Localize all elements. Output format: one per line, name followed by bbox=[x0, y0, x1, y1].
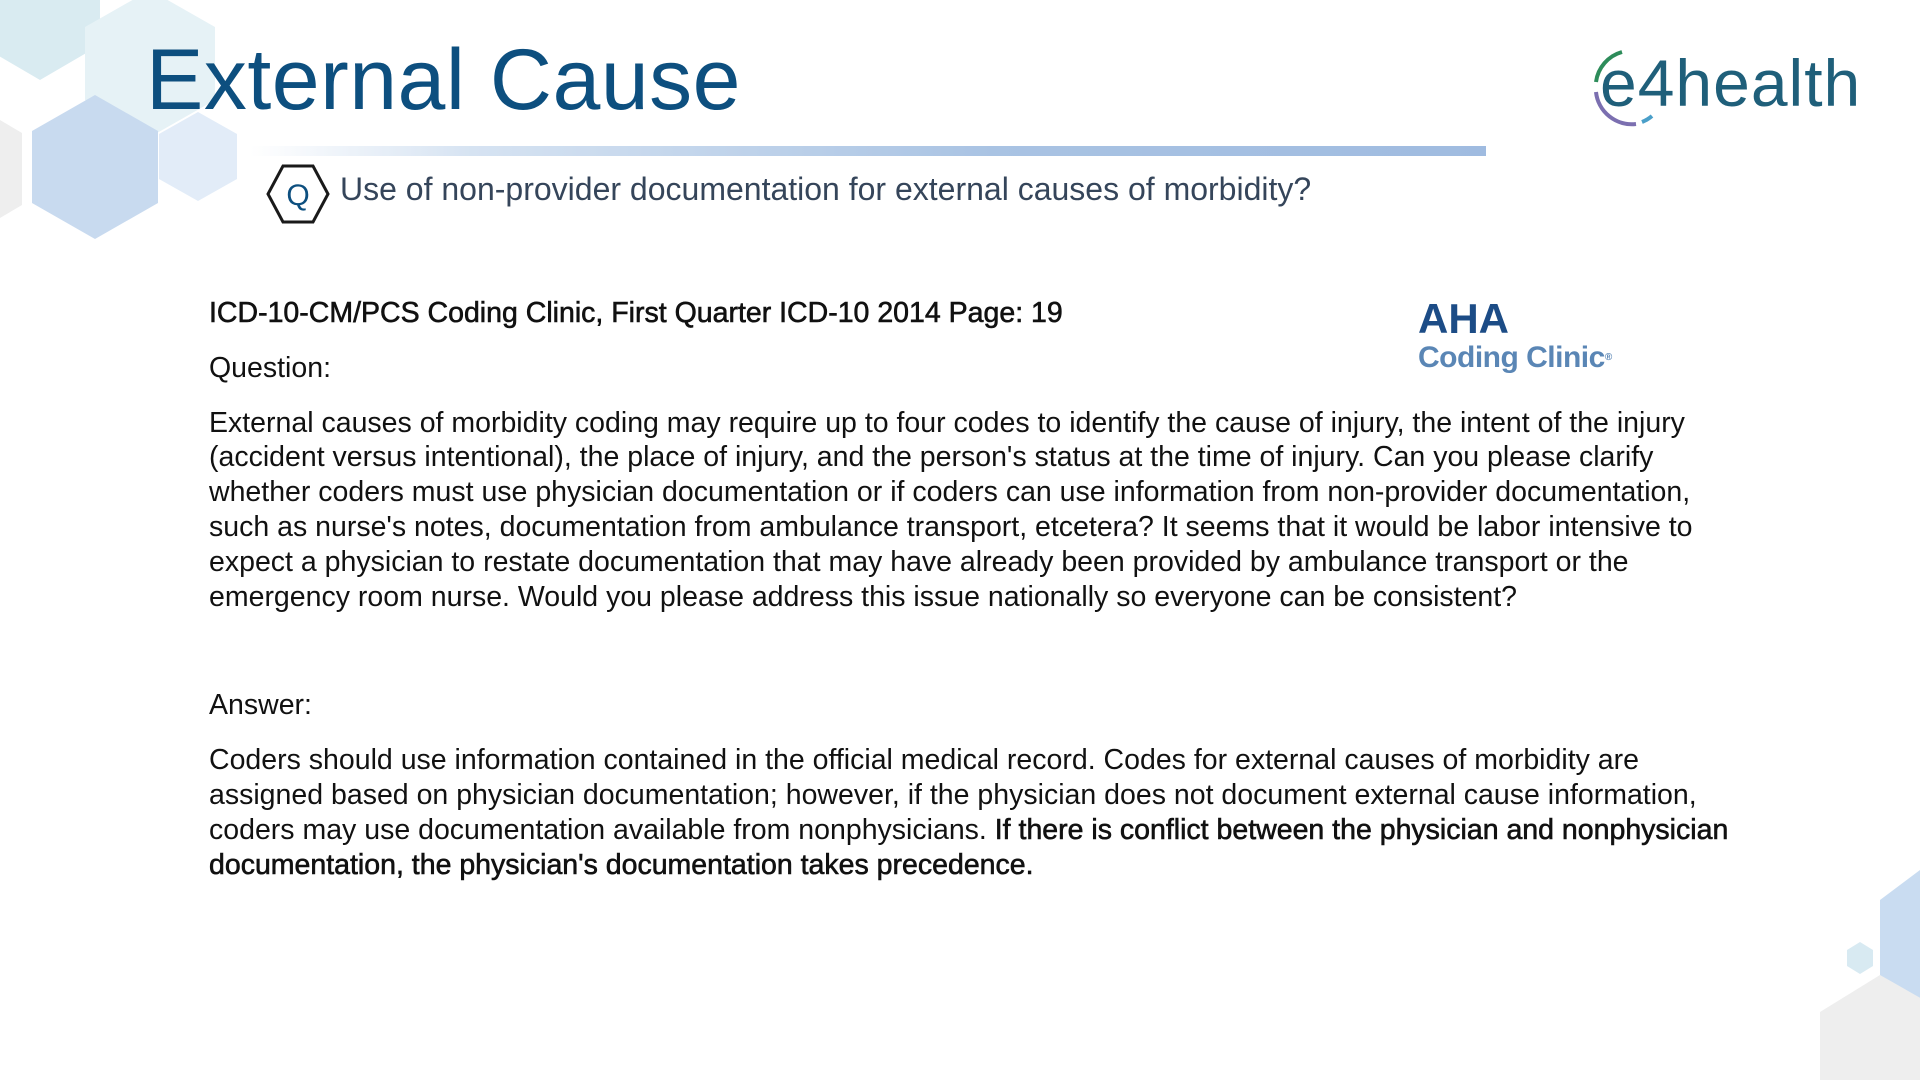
aha-logo-line1: AHA bbox=[1418, 295, 1509, 342]
question-hexagon-icon bbox=[266, 163, 330, 225]
answer-emphasis: If there is conflict between the physician and nonphysician documentation, the physician's documentation takes precedence. bbox=[209, 813, 1729, 881]
hexagon-shape bbox=[0, 120, 22, 218]
source-citation: ICD-10-CM/PCS Coding Clinic, First Quarter ICD-10 2014 Page: 19 bbox=[209, 297, 1063, 329]
question-badge: Q bbox=[286, 179, 310, 212]
title-divider bbox=[250, 146, 1486, 156]
aha-logo-line2-text: Coding Clinic bbox=[1418, 341, 1605, 374]
content-body bbox=[209, 296, 1749, 882]
question-heading: Use of non-provider documentation for external causes of morbidity? bbox=[340, 171, 1312, 207]
answer-paragraph bbox=[209, 743, 1749, 882]
question-label: Question: bbox=[209, 351, 331, 384]
answer-label: Answer: bbox=[209, 689, 312, 722]
logo-wordmark: e4health bbox=[1600, 46, 1862, 120]
question-text: External causes of morbidity coding may require up to four codes to identify the cause of injury, the intent of the injury (accident versus intentional), the place of injury, and the person's status at the time of injury. Can you please clarify whether coders must use physician documentation or if coders can use information from non-provider documentation, such as nurse's notes, documentation from ambulance transport, etcetera? It seems that it would be labor intensive to expect a physician to restate documentation that may have already been provided by ambulance transport or the emergency room nurse. Would you please address this issue nationally so everyone can be consistent? bbox=[209, 406, 1693, 613]
hexagon-shape bbox=[1820, 975, 1920, 1080]
page-title: External Cause bbox=[146, 32, 741, 128]
hexagon-shape bbox=[1847, 942, 1873, 974]
answer-text: Coders should use information contained in the official medical record. Codes for external causes of morbidity are assigned based on physician documentation; however, if the physician does not document external cause information, coders may use documentation available from nonphysicians. bbox=[209, 744, 1697, 846]
registered-mark: ® bbox=[1604, 352, 1612, 363]
